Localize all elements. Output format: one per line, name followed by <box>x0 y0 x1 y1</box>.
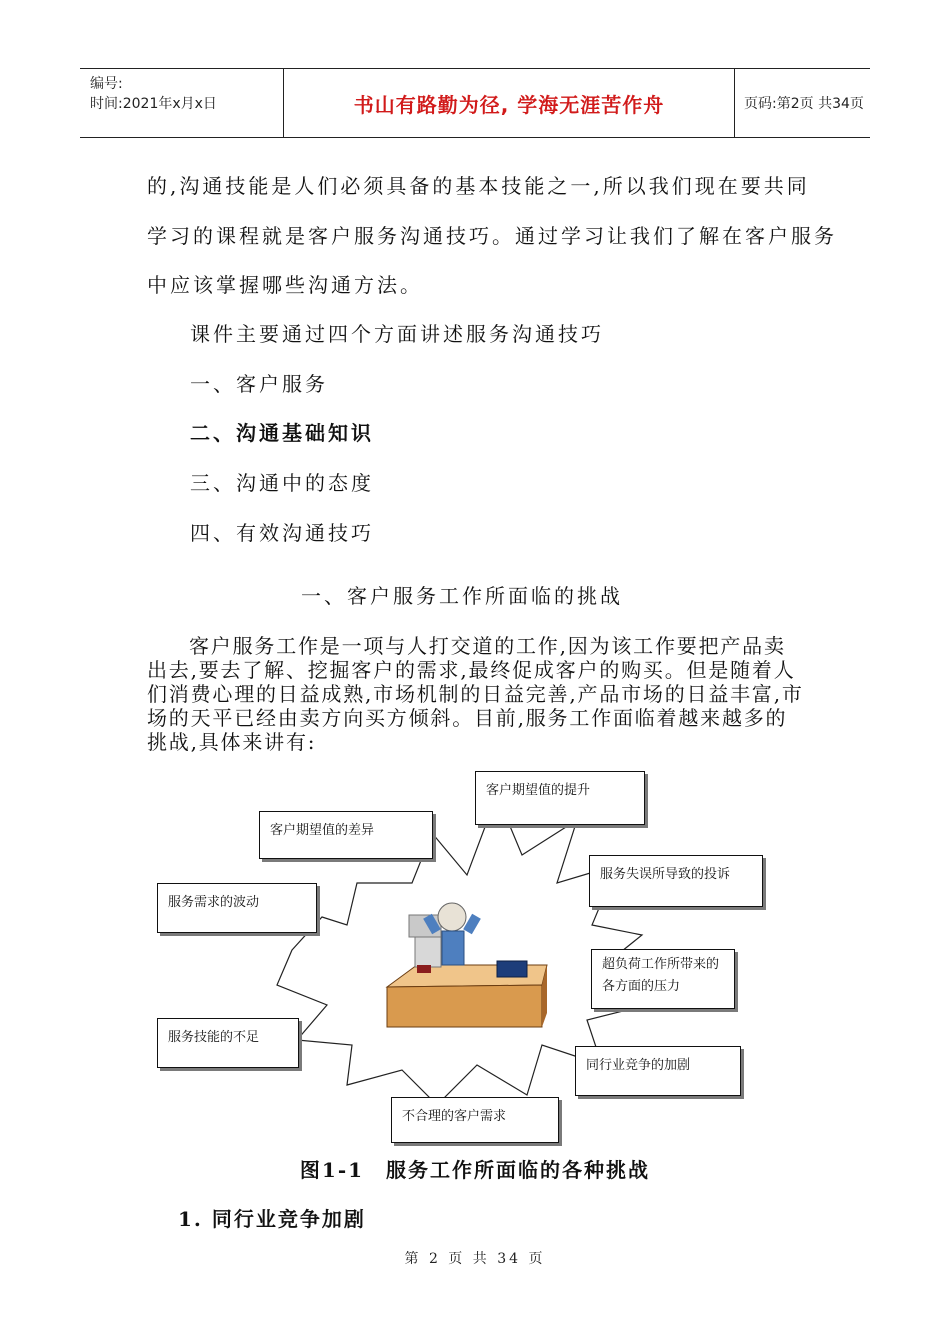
body-line-1: 的,沟通技能是人们必须具备的基本技能之一,所以我们现在要共同 <box>147 174 810 198</box>
header-right-cell <box>734 69 870 137</box>
outline-item-1: 一、客户服务 <box>190 372 328 396</box>
challenge-box-demand-fluctuation: 服务需求的波动 <box>157 883 317 933</box>
challenge-box-skill-gap: 服务技能的不足 <box>157 1018 299 1068</box>
header-center-cell <box>283 69 735 137</box>
challenges-diagram <box>147 765 807 1145</box>
document-date-label: 时间:2021年x月x日 <box>90 96 217 112</box>
figure-caption: 图1-1 服务工作所面临的各种挑战 <box>299 1158 651 1182</box>
outline-item-4: 四、有效沟通技巧 <box>190 521 374 545</box>
header-motto: 书山有路勤为径, 学海无涯苦作舟 <box>353 93 665 117</box>
challenge-box-unreasonable-demand: 不合理的客户需求 <box>391 1097 559 1143</box>
challenge-box-service-failure: 服务失误所导致的投诉 <box>589 855 763 907</box>
body-line-3: 中应该掌握哪些沟通方法。 <box>147 273 423 297</box>
document-number-label: 编号: <box>90 76 123 92</box>
page-footer: 第 2 页 共 34 页 <box>404 1251 546 1267</box>
outline-item-2: 二、沟通基础知识 <box>190 421 374 445</box>
challenge-box-competition: 同行业竞争的加剧 <box>575 1046 741 1096</box>
outline-item-3: 三、沟通中的态度 <box>190 471 374 495</box>
body-line-2: 学习的课程就是客户服务沟通技巧。通过学习让我们了解在客户服务 <box>147 224 837 248</box>
challenge-box-workload-pressure: 超负荷工作所带来的各方面的压力 <box>591 949 735 1009</box>
body-paragraph: 客户服务工作是一项与人打交道的工作,因为该工作要把产品卖出去,要去了解、挖掘客户的需求,最终促成客户的购买。但是随着人们消费心理的日益成熟,市场机制的日益完善,产品市场的日益丰富,市场的天平已经由卖方向买方倾斜。目前,服务工作面临着越来越多的挑战,具体来讲有: <box>147 634 804 754</box>
subsection-title: 1. 同行业竞争加剧 <box>178 1207 366 1231</box>
header-left-cell <box>80 69 283 137</box>
page-number-label: 页码:第2页 共34页 <box>744 96 864 112</box>
section-title: 一、客户服务工作所面临的挑战 <box>301 584 623 608</box>
course-intro: 课件主要通过四个方面讲述服务沟通技巧 <box>190 322 604 346</box>
challenge-box-expectation-rise: 客户期望值的提升 <box>475 771 645 825</box>
page-header <box>80 68 870 138</box>
challenge-box-expectation-gap: 客户期望值的差异 <box>259 811 433 859</box>
